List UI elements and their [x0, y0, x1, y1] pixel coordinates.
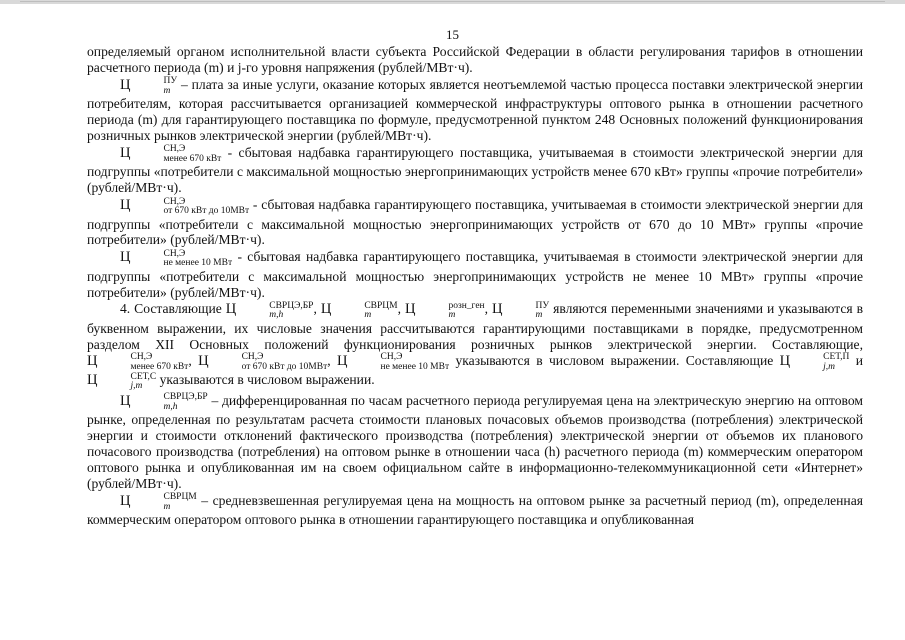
paragraph-markup-over-10	[87, 249, 863, 300]
paragraph-item-4: 4. Составляющие Ц СВРЦЭ,БР m,h , Ц СВРЦМ m , Ц розн_ген m , Ц ПУ m являются переменными значениями и указываются в буквенном выражении, их числовые значения рассчитываются гарантирующими поставщиками в порядке, предусмотренном разделом XII Основных положений функционирования розничных рынков электрической энергии. Составляющие, Ц СН,Э менее 670 кВт , Ц СН,Э от 670 кВт до 10МВт , Ц СН,Э не менее 10 МВт указываются в числовом выражении. Составляющие Ц СЕТ,П j,m и Ц СЕТ,С j,m указываются в числовом выражении.	[87, 300, 864, 392]
paragraph-energy-price	[87, 393, 863, 492]
paragraph-capacity-price	[87, 493, 863, 528]
formula-symbol: Ц СН,Э менее 670 кВт	[87, 352, 189, 372]
formula-symbol: Ц СН,Э не менее 10 МВт	[337, 352, 450, 372]
formula-symbol: Ц СВРЦЭ,БР m,h	[120, 392, 208, 412]
paragraph-continuation	[87, 44, 863, 76]
formula-symbol: Ц ПУ m	[120, 76, 178, 96]
formula-symbol: Ц СЕТ,С j,m	[87, 371, 157, 392]
formula-symbol: Ц СВРЦМ m	[120, 492, 197, 512]
formula-symbol: Ц розн_ген m	[404, 300, 485, 321]
paragraph-markup-under-670	[87, 145, 863, 196]
document-body	[87, 44, 863, 529]
paragraph-text: определяемый органом исполнительной власти субъекта Российской Федерации в области регулирования тарифов в отношении расчетного периода (m) и j-го уровня напряжения (рублей/МВт·ч).	[87, 44, 863, 75]
formula-symbol: Ц СН,Э не менее 10 МВт	[120, 248, 233, 269]
symbol-subscript: менее 670 кВт	[163, 153, 222, 164]
formula-symbol: Ц СН,Э менее 670 кВт	[120, 144, 222, 164]
symbol-subscript: не менее 10 МВт	[163, 258, 233, 269]
formula-symbol: Ц СН,Э от 670 кВт до 10МВт	[120, 196, 250, 217]
symbol-subscript: m	[163, 501, 171, 512]
paragraph-text: - сбытовая надбавка гарантирующего поставщика, учитываемая в стоимости электрической энергии для подгруппы «потребители с максимальной мощностью энергопринимающих устройств не менее 10 МВт» группы «прочие потребители» (рублей/МВт·ч).	[87, 249, 863, 300]
paragraph-text: – плата за иные услуги, оказание которых является неотъемлемой частью процесса поставки электрической энергии потребителям, которая рассчитывается организацией коммерческой инфраструктуры оптового рынка в отношении расчетного периода (m) для гарантирующего поставщика по формуле, предусмотренной пунктом 248 Основных положений функционирования розничных рынков электрической энергии (рублей/МВт·ч).	[87, 76, 863, 144]
symbol-subscript: от 670 кВт до 10МВт	[163, 206, 250, 217]
formula-symbol: Ц ПУ m	[492, 300, 550, 321]
paragraph-text: – средневзвешенная регулируемая цена на мощность на оптовом рынке за расчетный период (m), определенная коммерческим оператором оптового рынка в отношении гарантирующего поставщика и опубликованная	[87, 492, 863, 528]
formula-symbol: Ц СВРЦЭ,БР m,h	[225, 300, 314, 321]
formula-symbol: Ц СВРЦМ m	[320, 300, 398, 321]
formula-symbol: Ц СЕТ,П j,m	[779, 352, 850, 372]
paragraph-text: – дифференцированная по часам расчетного периода регулируемая цена на электрическую энергию на оптовом рынке, определенная по результатам расчета стоимости плановых почасовых объемов производства (потребления) электрической энергии и стоимости отклонений фактического производства (потребления) электрической энергии от объемов их планового почасового производства (потребления) на оптовом рынке в отношении часа (h) расчетного периода (m) коммерческим оператором оптового рынка и опубликованная им на своем официальном сайте в информационно-телекоммуникационной сети «Интернет» (рублей/МВт·ч).	[87, 392, 863, 491]
symbol-superscript: СВРЦМ	[163, 492, 197, 503]
scan-edge	[0, 0, 905, 4]
paragraph-text: - сбытовая надбавка гарантирующего поставщика, учитываемая в стоимости электрической энергии для подгруппы «потребители с максимальной мощностью энергопринимающих устройств от 670 до 10 МВт» группы «прочие потребители» (рублей/МВт·ч).	[87, 197, 863, 248]
formula-symbol: Ц СН,Э от 670 кВт до 10МВт	[198, 352, 328, 372]
symbol-subscript: m	[163, 85, 171, 96]
symbol-superscript: СН,Э	[163, 196, 186, 207]
paragraph-other-services-fee	[87, 77, 863, 144]
symbol-superscript: СН,Э	[163, 144, 186, 155]
page-number: 15	[446, 27, 459, 42]
paragraph-markup-670-to-10	[87, 197, 863, 248]
symbol-superscript: СН,Э	[163, 248, 186, 259]
symbol-superscript: ПУ	[163, 76, 178, 87]
paragraph-text: - сбытовая надбавка гарантирующего поставщика, учитываемая в стоимости электрической энергии для подгруппы «потребители с максимальной мощностью энергопринимающих устройств менее 670 кВт» группы «прочие потребители» (рублей/МВт·ч).	[87, 144, 863, 196]
symbol-superscript: СВРЦЭ,БР	[163, 392, 208, 403]
symbol-subscript: m,h	[163, 401, 178, 412]
